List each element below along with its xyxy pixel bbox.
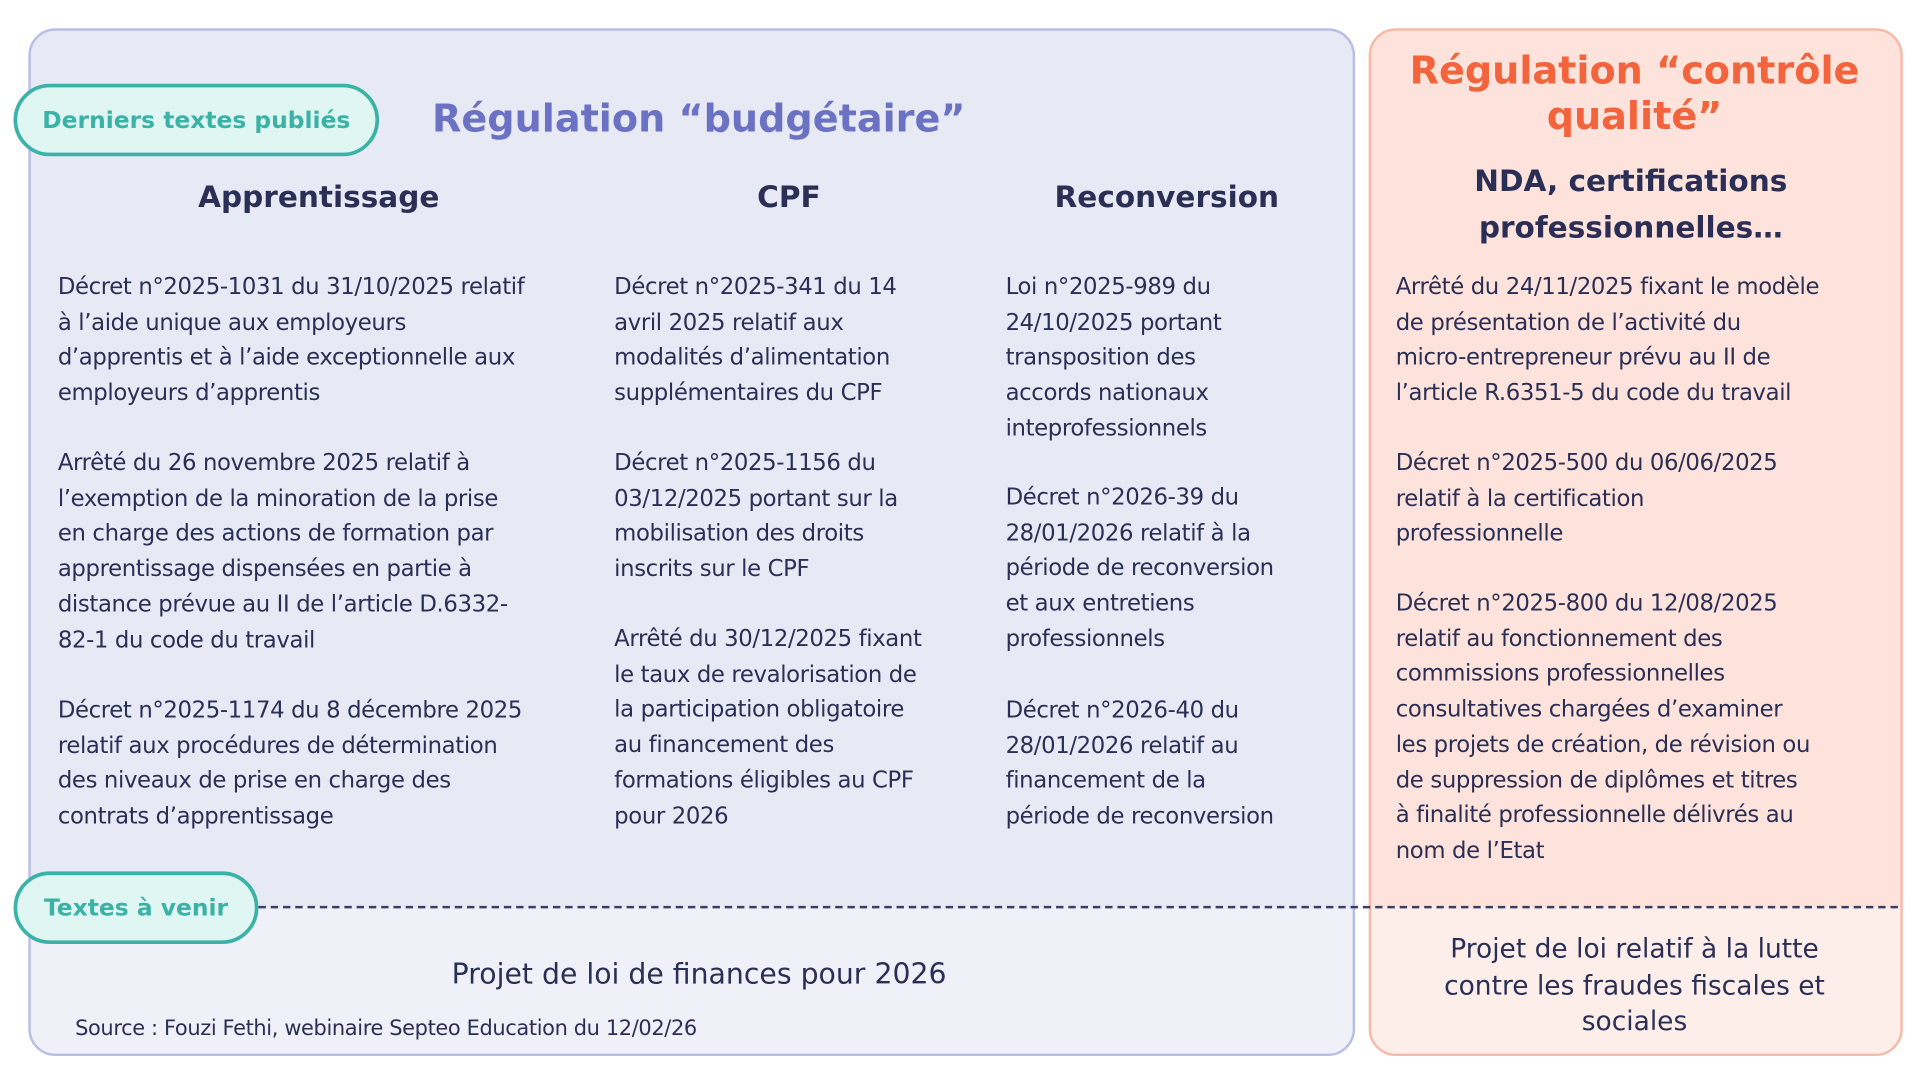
text-entry-line: mobilisation des droits <box>614 521 864 547</box>
text-entry-line: les projets de création, de révision ou <box>1395 732 1811 758</box>
text-entry-line: Décret n°2025-341 du 14 <box>614 274 897 301</box>
text-entry-line: financement de la <box>1005 768 1206 795</box>
text-entry-line: 28/01/2026 relatif au <box>1005 733 1239 760</box>
text-entry-line: apprentissage dispensées en partie à <box>57 556 472 583</box>
text-entry <box>1006 694 1274 835</box>
text-entry-line: à l’aide unique aux employeurs <box>57 309 406 336</box>
text-entry-line: au financement des <box>614 732 834 759</box>
column-header-reconversion: Reconversion <box>1054 179 1280 215</box>
upcoming-quality-line: contre les fraudes fiscales et <box>1444 970 1825 1002</box>
text-entry-line: en charge des actions de formation par <box>57 521 494 547</box>
text-entry-line: commissions professionnelles <box>1395 661 1725 688</box>
text-entry-line: Décret n°2025-1031 du 31/10/2025 relatif <box>57 274 525 301</box>
upcoming-budget-text: Projet de loi de finances pour 2026 <box>451 958 947 991</box>
text-entry-line: modalités d’alimentation <box>614 345 890 371</box>
text-entry-line: d’apprentis et à l’aide exceptionnelle aux <box>57 345 515 371</box>
column-header-cpf: CPF <box>757 179 821 215</box>
text-entry <box>58 694 522 835</box>
text-entry-line: 28/01/2026 relatif à la <box>1005 520 1251 547</box>
text-entry-line: distance prévue au II de l’article D.6332- <box>57 591 508 618</box>
text-entry-line: à finalité professionnelle délivrés au <box>1395 802 1794 829</box>
text-entry-line: Décret n°2025-500 du 06/06/2025 <box>1395 450 1778 477</box>
text-entry-line: relatif aux procédures de détermination <box>57 733 498 760</box>
text-entry-line: de suppression de diplômes et titres <box>1395 767 1798 794</box>
column-header-apprentissage: Apprentissage <box>198 179 440 215</box>
quality-subtitle-line-2: professionnelles… <box>1478 210 1783 245</box>
text-entry-line: la participation obligatoire <box>614 697 904 723</box>
upcoming-divider <box>258 906 1897 908</box>
text-entry-line: des niveaux de prise en charge des <box>57 768 451 795</box>
text-entry-line: Décret n°2026-40 du <box>1005 697 1239 724</box>
text-entry-line: l’exemption de la minoration de la prise <box>57 485 499 512</box>
text-entry-line: employeurs d’apprentis <box>57 380 320 407</box>
text-entry-line: avril 2025 relatif aux <box>614 309 844 336</box>
text-entry <box>1006 481 1274 658</box>
published-badge: Derniers textes publiés <box>14 84 380 157</box>
upcoming-quality-line: sociales <box>1581 1006 1688 1038</box>
text-entry-line: professionnelle <box>1395 521 1563 547</box>
upcoming-quality-line: Projet de loi relatif à la lutte <box>1450 934 1819 965</box>
text-entry-line: supplémentaires du CPF <box>614 380 883 407</box>
text-entry-line: Décret n°2026-39 du <box>1005 484 1239 511</box>
text-entry-line: relatif au fonctionnement des <box>1395 626 1723 652</box>
text-entry-line: période de reconversion <box>1005 803 1274 830</box>
text-entry-line: professionnels <box>1005 626 1165 653</box>
text-entry <box>58 447 508 659</box>
text-entry-line: Arrêté du 30/12/2025 fixant <box>614 626 922 653</box>
quality-title-line-2: qualité” <box>1546 94 1723 140</box>
text-entry <box>1396 271 1819 412</box>
text-entry-line: pour 2026 <box>614 803 729 829</box>
text-entry-line: accords nationaux <box>1005 380 1209 407</box>
text-entry-line: l’article R.6351-5 du code du travail <box>1395 380 1792 407</box>
text-entry-line: relatif à la certification <box>1395 485 1645 512</box>
text-entry-line: inteprofessionnels <box>1005 415 1207 442</box>
text-entry-line: et aux entretiens <box>1005 590 1195 617</box>
text-entry <box>1396 587 1810 870</box>
text-entry-line: consultatives chargées d’examiner <box>1395 696 1783 723</box>
text-entry-line: transposition des <box>1005 345 1196 371</box>
text-entry <box>58 271 525 412</box>
text-entry-line: Loi n°2025-989 du <box>1005 274 1211 301</box>
quality-subtitle-line-1: NDA, certifications <box>1474 163 1788 199</box>
text-entry-line: formations éligibles au CPF <box>614 767 914 794</box>
text-entry-line: 82-1 du code du travail <box>57 627 315 653</box>
text-entry-line: nom de l’Etat <box>1395 838 1545 864</box>
text-entry-line: Arrêté du 24/11/2025 fixant le modèle <box>1395 274 1820 301</box>
text-entry-line: Décret n°2025-800 du 12/08/2025 <box>1395 590 1778 617</box>
text-entry <box>614 447 898 588</box>
text-entry-line: le taux de revalorisation de <box>614 661 917 688</box>
upcoming-quality-text <box>1444 932 1825 1041</box>
text-entry-line: Arrêté du 26 novembre 2025 relatif à <box>57 450 470 477</box>
text-entry-line: micro-entrepreneur prévu au II de <box>1395 345 1771 371</box>
text-entry-line: de présentation de l’activité du <box>1395 309 1741 336</box>
text-entry <box>614 623 921 835</box>
text-entry-line: période de reconversion <box>1005 555 1274 582</box>
text-entry <box>614 271 896 412</box>
quality-title-line-1: Régulation “contrôle <box>1409 49 1860 94</box>
text-entry-line: 03/12/2025 portant sur la <box>614 485 898 512</box>
source-text: Source : Fouzi Fethi, webinaire Septeo Education du 12/02/26 <box>75 1016 697 1042</box>
text-entry-line: 24/10/2025 portant <box>1005 309 1222 336</box>
text-entry-line: contrats d’apprentissage <box>57 803 334 830</box>
text-entry-line: Décret n°2025-1174 du 8 décembre 2025 <box>57 697 522 724</box>
text-entry-line: inscrits sur le CPF <box>614 556 810 583</box>
text-entry <box>1396 447 1778 553</box>
upcoming-badge: Textes à venir <box>14 871 259 944</box>
text-entry <box>1006 271 1222 448</box>
budget-title: Régulation “budgétaire” <box>432 97 966 142</box>
text-entry-line: Décret n°2025-1156 du <box>614 450 876 477</box>
